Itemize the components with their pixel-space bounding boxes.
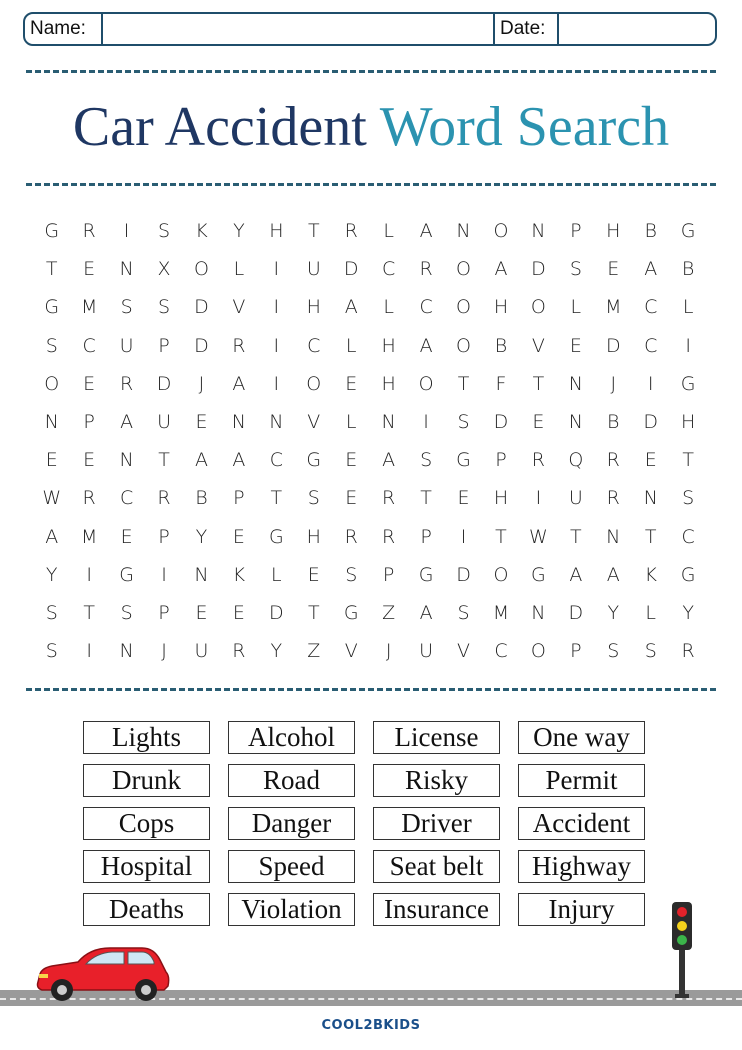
grid-letter[interactable]: P — [158, 601, 170, 624]
grid-letter[interactable]: U — [157, 411, 171, 434]
grid-letter[interactable]: E — [345, 487, 358, 510]
word-item: Injury — [518, 893, 645, 926]
grid-letter[interactable]: S — [457, 411, 470, 434]
grid-letter[interactable]: D — [194, 296, 209, 319]
grid-letter[interactable]: D — [269, 601, 284, 624]
grid-letter[interactable]: E — [532, 411, 545, 434]
grid-letter[interactable]: H — [493, 296, 509, 319]
grid-letter[interactable]: P — [382, 563, 395, 586]
grid-letter[interactable]: J — [385, 640, 392, 663]
grid-letter[interactable]: R — [344, 525, 358, 548]
grid-letter[interactable]: Y — [45, 563, 58, 586]
grid-letter[interactable]: N — [119, 640, 134, 663]
grid-letter[interactable]: A — [419, 601, 433, 624]
grid-letter[interactable]: T — [158, 449, 170, 472]
grid-letter[interactable]: V — [307, 411, 321, 434]
grid-letter[interactable]: R — [119, 372, 134, 395]
grid-letter[interactable]: E — [307, 563, 320, 586]
grid-letter[interactable]: K — [644, 563, 657, 586]
grid-letter[interactable]: R — [82, 487, 96, 510]
grid-letter[interactable]: H — [493, 487, 509, 510]
grid-letter[interactable]: G — [680, 563, 696, 586]
grid-letter[interactable]: C — [307, 334, 321, 357]
grid-letter[interactable]: Y — [682, 601, 694, 624]
grid-letter[interactable]: N — [606, 525, 621, 548]
word-item: Permit — [518, 764, 645, 797]
grid-letter[interactable]: L — [383, 296, 394, 319]
grid-letter[interactable]: P — [233, 487, 245, 510]
grid-letter[interactable]: D — [456, 563, 471, 586]
grid-letter[interactable]: A — [232, 372, 246, 395]
grid-letter[interactable]: Z — [307, 640, 321, 663]
grid-letter[interactable]: D — [568, 601, 584, 624]
grid-letter[interactable]: T — [457, 372, 470, 395]
title-part-1: Car Accident — [72, 96, 367, 158]
grid-letter[interactable]: E — [345, 449, 358, 472]
grid-row — [33, 479, 707, 517]
grid-letter[interactable]: E — [120, 525, 133, 548]
grid-letter[interactable]: O — [44, 372, 60, 395]
grid-letter[interactable]: R — [531, 449, 545, 472]
grid-letter[interactable]: I — [161, 563, 167, 586]
grid-letter[interactable]: I — [535, 487, 542, 510]
grid-letter[interactable]: T — [45, 258, 58, 281]
grid-letter[interactable]: Y — [607, 601, 620, 624]
name-field[interactable] — [101, 14, 495, 44]
grid-letter[interactable]: H — [306, 525, 321, 548]
grid-row — [33, 632, 707, 670]
grid-letter[interactable]: C — [382, 258, 396, 281]
grid-row — [33, 518, 707, 556]
grid-letter[interactable]: S — [345, 563, 358, 586]
grid-letter[interactable]: P — [158, 525, 170, 548]
grid-row — [33, 365, 707, 403]
date-field[interactable] — [557, 14, 715, 44]
grid-letter[interactable]: I — [685, 334, 691, 357]
grid-letter[interactable]: L — [570, 296, 582, 319]
word-item: One way — [518, 721, 645, 754]
grid-letter[interactable]: V — [531, 334, 545, 357]
grid-letter[interactable]: I — [273, 258, 280, 281]
traffic-light-icon — [668, 900, 696, 998]
grid-letter[interactable]: P — [570, 220, 582, 243]
grid-letter[interactable]: O — [456, 334, 472, 357]
grid-letter[interactable]: C — [419, 296, 433, 319]
grid-letter[interactable]: N — [119, 449, 134, 472]
grid-letter[interactable]: I — [273, 372, 280, 395]
grid-letter[interactable]: S — [45, 601, 58, 624]
grid-letter[interactable]: R — [606, 449, 620, 472]
grid-letter[interactable]: S — [644, 640, 657, 663]
grid-letter[interactable]: E — [45, 449, 58, 472]
grid-letter[interactable]: W — [42, 487, 62, 510]
grid-letter[interactable]: N — [194, 563, 209, 586]
site-logo: COOL2BKIDS — [321, 1018, 421, 1033]
grid-letter[interactable]: A — [382, 449, 396, 472]
grid-letter[interactable]: F — [495, 372, 507, 395]
grid-letter[interactable]: L — [645, 601, 657, 624]
grid-letter[interactable]: H — [269, 220, 284, 243]
grid-letter[interactable]: S — [457, 601, 470, 624]
grid-letter[interactable]: H — [381, 334, 396, 357]
divider-top — [26, 70, 716, 73]
grid-letter[interactable]: S — [45, 640, 58, 663]
grid-row — [33, 250, 707, 288]
grid-letter[interactable]: S — [569, 258, 582, 281]
grid-letter[interactable]: Q — [568, 449, 584, 472]
grid-letter[interactable]: L — [345, 411, 357, 434]
grid-letter[interactable]: I — [86, 640, 92, 663]
grid-letter[interactable]: O — [530, 640, 546, 663]
grid-letter[interactable]: R — [606, 487, 620, 510]
grid-letter[interactable]: G — [531, 563, 546, 586]
grid-letter[interactable]: T — [270, 487, 283, 510]
grid-letter[interactable]: T — [307, 601, 320, 624]
grid-letter[interactable]: U — [568, 487, 583, 510]
grid-letter[interactable]: C — [494, 640, 508, 663]
grid-letter[interactable]: O — [456, 296, 472, 319]
grid-letter[interactable]: S — [607, 640, 620, 663]
grid-letter[interactable]: E — [83, 449, 96, 472]
grid-letter[interactable]: D — [343, 258, 359, 281]
grid-letter[interactable]: E — [232, 525, 245, 548]
grid-letter[interactable]: G — [343, 601, 359, 624]
grid-letter[interactable]: K — [195, 220, 208, 243]
grid-letter[interactable]: L — [345, 334, 357, 357]
grid-letter[interactable]: P — [570, 640, 582, 663]
grid-letter[interactable]: M — [492, 601, 510, 624]
word-item: Lights — [83, 721, 210, 754]
word-item: Danger — [228, 807, 355, 840]
grid-letter[interactable]: E — [607, 258, 620, 281]
grid-letter[interactable]: P — [420, 525, 432, 548]
word-item: Driver — [373, 807, 500, 840]
grid-letter[interactable]: I — [647, 372, 654, 395]
grid-letter[interactable]: A — [494, 258, 508, 281]
date-label: Date: — [500, 18, 546, 39]
grid-letter[interactable]: E — [457, 487, 470, 510]
grid-letter[interactable]: H — [306, 296, 321, 319]
grid-letter[interactable]: I — [273, 334, 280, 357]
grid-letter[interactable]: O — [530, 296, 546, 319]
grid-letter[interactable]: E — [569, 334, 582, 357]
grid-letter[interactable]: V — [457, 640, 471, 663]
grid-letter[interactable]: I — [423, 411, 429, 434]
grid-letter[interactable]: R — [419, 258, 433, 281]
grid-letter[interactable]: A — [569, 563, 583, 586]
grid-letter[interactable]: C — [269, 449, 283, 472]
grid-letter[interactable]: K — [232, 563, 246, 586]
grid-letter[interactable]: R — [382, 487, 396, 510]
word-item: Speed — [228, 850, 355, 883]
grid-letter[interactable]: G — [680, 220, 696, 243]
word-item: Drunk — [83, 764, 210, 797]
grid-letter[interactable]: V — [232, 296, 246, 319]
grid-letter[interactable]: A — [644, 258, 658, 281]
word-item: Deaths — [83, 893, 210, 926]
grid-letter[interactable]: E — [644, 449, 657, 472]
grid-letter[interactable]: P — [158, 334, 170, 357]
grid-letter[interactable]: Y — [270, 640, 283, 663]
grid-letter[interactable]: O — [193, 258, 209, 281]
grid-letter[interactable]: Y — [233, 220, 245, 243]
grid-letter[interactable]: R — [157, 487, 171, 510]
grid-letter[interactable]: I — [273, 296, 280, 319]
grid-letter[interactable]: S — [158, 220, 171, 243]
divider-bottom — [26, 688, 716, 691]
grid-letter[interactable]: N — [381, 411, 396, 434]
grid-letter[interactable]: R — [344, 220, 358, 243]
grid-letter[interactable]: T — [532, 372, 545, 395]
letter-grid — [33, 212, 707, 670]
red-car-icon — [30, 944, 175, 1004]
grid-letter[interactable]: I — [460, 525, 467, 548]
word-item: Violation — [228, 893, 355, 926]
grid-letter[interactable]: N — [119, 258, 134, 281]
grid-letter[interactable]: B — [644, 220, 657, 243]
grid-letter[interactable]: J — [610, 372, 617, 395]
grid-letter[interactable]: G — [44, 220, 60, 243]
word-item: Alcohol — [228, 721, 355, 754]
grid-letter[interactable]: M — [80, 525, 98, 548]
grid-letter[interactable]: A — [344, 296, 358, 319]
grid-letter[interactable]: T — [307, 220, 320, 243]
grid-letter[interactable]: N — [456, 220, 471, 243]
grid-letter[interactable]: T — [420, 487, 432, 510]
grid-letter[interactable]: S — [120, 296, 133, 319]
grid-letter[interactable]: J — [161, 640, 167, 663]
grid-letter[interactable]: T — [682, 449, 694, 472]
grid-letter[interactable]: G — [268, 525, 284, 548]
grid-letter[interactable]: L — [383, 220, 394, 243]
grid-letter[interactable]: A — [419, 334, 433, 357]
grid-letter[interactable]: L — [233, 258, 245, 281]
grid-letter[interactable]: S — [158, 296, 171, 319]
grid-letter[interactable]: D — [531, 258, 546, 281]
word-item: Risky — [373, 764, 500, 797]
grid-letter[interactable]: U — [306, 258, 321, 281]
grid-letter[interactable]: P — [495, 449, 507, 472]
grid-letter[interactable]: V — [344, 640, 358, 663]
grid-letter[interactable]: R — [681, 640, 695, 663]
grid-letter[interactable]: C — [681, 525, 695, 548]
grid-letter[interactable]: E — [83, 258, 96, 281]
grid-letter[interactable]: S — [420, 449, 433, 472]
grid-row — [33, 556, 707, 594]
grid-letter[interactable]: L — [682, 296, 694, 319]
grid-letter[interactable]: T — [495, 525, 507, 548]
name-label: Name: — [30, 18, 86, 39]
grid-letter[interactable]: E — [345, 372, 358, 395]
grid-letter[interactable]: A — [194, 449, 208, 472]
grid-letter[interactable]: T — [644, 525, 657, 548]
grid-letter[interactable]: N — [568, 411, 583, 434]
grid-letter[interactable]: U — [119, 334, 134, 357]
page-title — [0, 92, 742, 162]
grid-letter[interactable]: P — [83, 411, 95, 434]
grid-letter[interactable]: C — [82, 334, 96, 357]
grid-letter[interactable]: U — [194, 640, 209, 663]
grid-letter[interactable]: S — [682, 487, 695, 510]
grid-letter[interactable]: G — [44, 296, 60, 319]
grid-letter[interactable]: A — [606, 563, 620, 586]
grid-letter[interactable]: A — [120, 411, 134, 434]
grid-letter[interactable]: R — [232, 640, 246, 663]
grid-letter[interactable]: N — [568, 372, 583, 395]
grid-letter[interactable]: N — [531, 220, 546, 243]
grid-letter[interactable]: C — [119, 487, 134, 510]
grid-letter[interactable]: E — [232, 601, 245, 624]
grid-letter[interactable]: L — [271, 563, 282, 586]
grid-letter[interactable]: S — [307, 487, 320, 510]
grid-letter[interactable]: A — [232, 449, 246, 472]
word-item: Insurance — [373, 893, 500, 926]
grid-letter[interactable]: M — [80, 296, 98, 319]
grid-row — [33, 403, 707, 441]
title-part-2: Word Search — [379, 96, 670, 158]
grid-letter[interactable]: G — [456, 449, 471, 472]
grid-letter[interactable]: T — [570, 525, 582, 548]
grid-row — [33, 212, 707, 250]
grid-letter[interactable]: W — [529, 525, 548, 548]
grid-letter[interactable]: Y — [195, 525, 208, 548]
grid-letter[interactable]: I — [86, 563, 92, 586]
word-item: License — [373, 721, 500, 754]
divider-middle — [26, 183, 716, 186]
grid-letter[interactable]: O — [456, 258, 472, 281]
grid-letter[interactable]: B — [607, 411, 620, 434]
word-item: Seat belt — [373, 850, 500, 883]
grid-letter[interactable]: C — [644, 296, 658, 319]
grid-letter[interactable]: Z — [382, 601, 396, 624]
grid-letter[interactable]: X — [157, 258, 171, 281]
grid-letter[interactable]: E — [195, 601, 208, 624]
grid-letter[interactable]: O — [306, 372, 322, 395]
grid-letter[interactable]: D — [605, 334, 621, 357]
grid-letter[interactable]: O — [493, 563, 509, 586]
word-item: Hospital — [83, 850, 210, 883]
grid-letter[interactable]: E — [195, 411, 208, 434]
grid-letter[interactable]: G — [418, 563, 434, 586]
grid-letter[interactable]: H — [606, 220, 621, 243]
grid-letter[interactable]: N — [643, 487, 658, 510]
word-item: Road — [228, 764, 355, 797]
grid-letter[interactable]: B — [494, 334, 508, 357]
grid-letter[interactable]: B — [681, 258, 695, 281]
grid-letter[interactable]: O — [493, 220, 509, 243]
grid-letter[interactable]: G — [680, 372, 696, 395]
grid-row — [33, 594, 707, 632]
word-item: Cops — [83, 807, 210, 840]
grid-letter[interactable]: H — [381, 372, 396, 395]
grid-letter[interactable]: A — [419, 220, 433, 243]
grid-letter[interactable]: R — [382, 525, 396, 548]
grid-letter[interactable]: A — [45, 525, 59, 548]
grid-letter[interactable]: D — [493, 411, 509, 434]
grid-letter[interactable]: U — [419, 640, 434, 663]
word-list — [83, 721, 649, 926]
grid-letter[interactable]: I — [123, 220, 130, 243]
grid-letter[interactable]: N — [44, 411, 59, 434]
grid-letter[interactable]: R — [232, 334, 246, 357]
grid-letter[interactable]: M — [605, 296, 622, 319]
name-date-bar — [23, 12, 717, 46]
grid-letter[interactable]: J — [198, 372, 205, 395]
word-item: Highway — [518, 850, 645, 883]
grid-letter[interactable]: O — [418, 372, 434, 395]
grid-letter[interactable]: D — [643, 411, 659, 434]
grid-row — [33, 441, 707, 479]
grid-letter[interactable]: C — [644, 334, 658, 357]
grid-letter[interactable]: H — [681, 411, 696, 434]
grid-letter[interactable]: N — [531, 601, 546, 624]
grid-row — [33, 288, 707, 326]
grid-letter[interactable]: S — [120, 601, 133, 624]
grid-letter[interactable]: T — [83, 601, 95, 624]
grid-letter[interactable]: N — [231, 411, 247, 434]
grid-letter[interactable]: G — [306, 449, 322, 472]
grid-letter[interactable]: D — [156, 372, 172, 395]
grid-letter[interactable]: R — [82, 220, 96, 243]
word-item: Accident — [518, 807, 645, 840]
grid-letter[interactable]: G — [119, 563, 134, 586]
grid-letter[interactable]: E — [83, 372, 96, 395]
grid-letter[interactable]: B — [195, 487, 208, 510]
grid-letter[interactable]: S — [45, 334, 58, 357]
grid-letter[interactable]: D — [194, 334, 209, 357]
grid-letter[interactable]: N — [269, 411, 284, 434]
grid-row — [33, 327, 707, 365]
